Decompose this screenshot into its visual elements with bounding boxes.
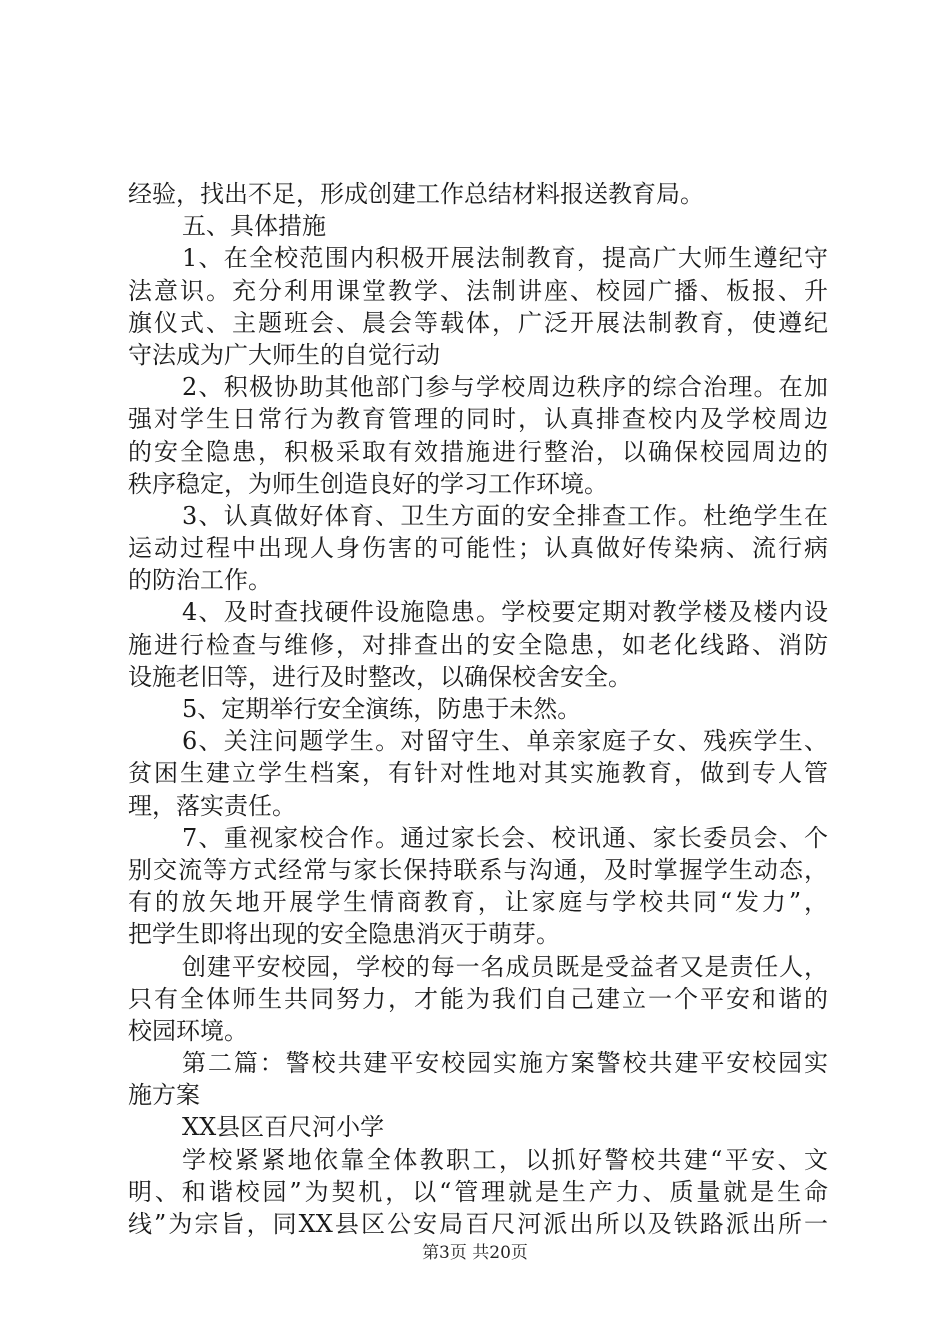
- text-line: 秩序稳定，为师生创造良好的学习工作环境。: [128, 469, 608, 498]
- page-footer: 第3页 共20页: [422, 1243, 528, 1263]
- text-line: 贫困生建立学生档案，有针对性地对其实施教育，做到专人管: [128, 759, 828, 788]
- text-line: 法意识。充分利用课堂教学、法制讲座、校园广播、板报、升: [128, 276, 828, 305]
- text-line: 1、在全校范围内积极开展法制教育，提高广大师生遵纪守: [182, 244, 828, 273]
- text-line: 旗仪式、主题班会、晨会等载体，广泛开展法制教育，使遵纪: [128, 308, 828, 337]
- text-line: 强对学生日常行为教育管理的同时，认真排查校内及学校周边: [128, 405, 828, 434]
- text-line: 设施老旧等，进行及时整改，以确保校舍安全。: [128, 662, 632, 691]
- text-line: 经验，找出不足，形成创建工作总结材料报送教育局。: [128, 180, 704, 208]
- text-line: 2、积极协助其他部门参与学校周边秩序的综合治理。在加: [182, 373, 828, 402]
- text-line: 别交流等方式经常与家长保持联系与沟通，及时掌握学生动态，: [128, 855, 828, 884]
- text-line: 线”为宗旨，同XX县区公安局百尺河派出所以及铁路派出所一: [128, 1210, 828, 1238]
- text-line: 学校紧紧地依靠全体教职工，以抓好警校共建“平安、文: [182, 1145, 828, 1174]
- text-line: 有的放矢地开展学生情商教育，让家庭与学校共同“发力”，: [128, 888, 828, 917]
- text-line: 的安全隐患，积极采取有效措施进行整治，以确保校园周边的: [128, 437, 828, 466]
- text-line: XX县区百尺河小学: [182, 1113, 385, 1142]
- text-line: 施进行检查与维修，对排查出的安全隐患，如老化线路、消防: [128, 630, 828, 659]
- text-line: 4、及时查找硬件设施隐患。学校要定期对教学楼及楼内设: [182, 598, 828, 627]
- text-line: 五、具体措施: [182, 212, 326, 241]
- text-line: 3、认真做好体育、卫生方面的安全排查工作。杜绝学生在: [182, 501, 828, 530]
- text-line: 施方案: [128, 1081, 200, 1110]
- text-line: 校园环境。: [128, 1016, 248, 1045]
- text-line: 守法成为广大师生的自觉行动: [128, 340, 440, 369]
- text-line: 创建平安校园，学校的每一名成员既是受益者又是责任人，: [182, 952, 828, 981]
- text-line: 运动过程中出现人身伤害的可能性；认真做好传染病、流行病: [128, 534, 828, 563]
- text-line: 第二篇：警校共建平安校园实施方案警校共建平安校园实: [182, 1049, 828, 1078]
- text-line: 只有全体师生共同努力，才能为我们自己建立一个平安和谐的: [128, 984, 828, 1013]
- text-line: 6、关注问题学生。对留守生、单亲家庭子女、残疾学生、: [182, 727, 828, 756]
- text-line: 理，落实责任。: [128, 791, 296, 820]
- text-line: 5、定期举行安全演练，防患于未然。: [182, 695, 582, 723]
- text-line: 的防治工作。: [128, 566, 272, 595]
- document-body: [128, 178, 828, 1240]
- text-line: 7、重视家校合作。通过家长会、校讯通、家长委员会、个: [182, 823, 828, 852]
- text-line: 把学生即将出现的安全隐患消灭于萌芽。: [128, 920, 560, 949]
- text-line: 明、和谐校园”为契机，以“管理就是生产力、质量就是生命: [128, 1177, 828, 1206]
